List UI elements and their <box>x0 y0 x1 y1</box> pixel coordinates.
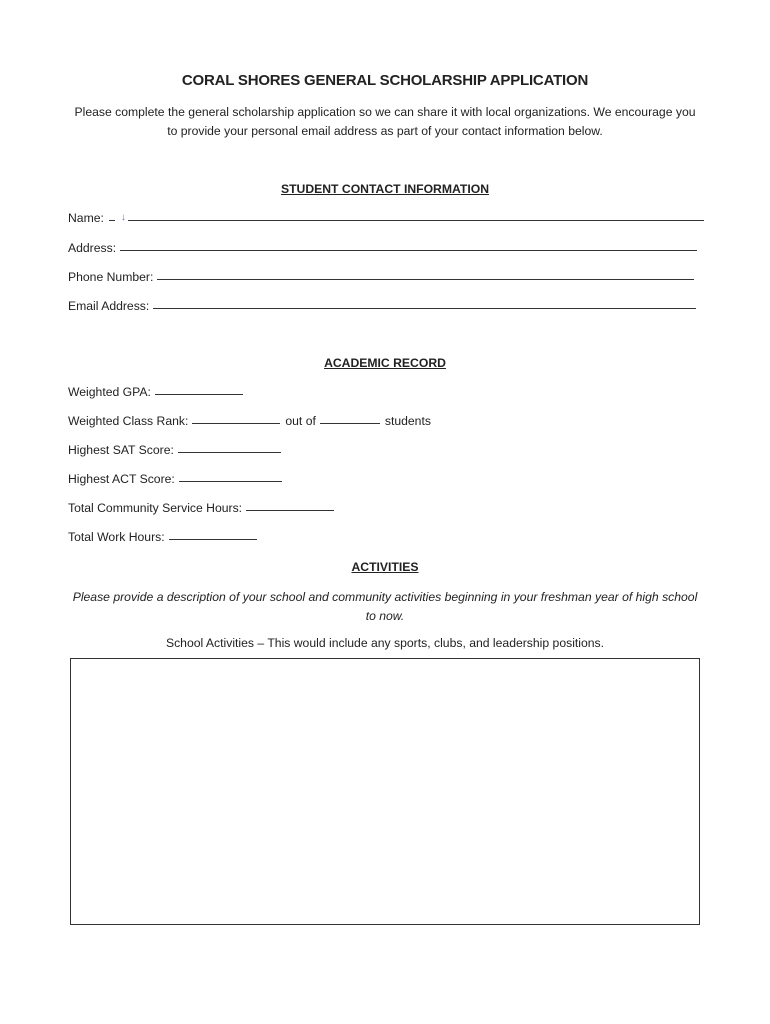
class-rank-field-row <box>68 414 431 428</box>
class-size-input-line[interactable] <box>320 422 380 424</box>
intro-paragraph: Please complete the general scholarship application so we can share it with local organizations. We encourage you to provide your personal email address as part of your contact information below. <box>74 105 696 138</box>
text-cursor-icon: ↓ <box>120 212 126 223</box>
service-hours-input-line[interactable] <box>246 509 334 511</box>
gpa-label: Weighted GPA: <box>68 385 151 399</box>
sat-input-line[interactable] <box>178 451 281 453</box>
email-field-row <box>68 299 698 313</box>
name-input-line[interactable] <box>128 219 704 221</box>
address-field-row <box>68 241 699 255</box>
work-hours-field-row <box>68 530 259 544</box>
sat-field-row <box>68 443 283 457</box>
gpa-input-line[interactable] <box>155 393 243 395</box>
page-title: CORAL SHORES GENERAL SCHOLARSHIP APPLICATION <box>181 72 589 89</box>
address-input-line[interactable] <box>120 249 697 251</box>
phone-label: Phone Number: <box>68 270 154 284</box>
phone-input-line[interactable] <box>157 278 694 280</box>
contact-section-heading: STUDENT CONTACT INFORMATION <box>280 182 490 196</box>
act-label: Highest ACT Score: <box>68 472 175 486</box>
act-field-row <box>68 472 284 486</box>
class-rank-input-line[interactable] <box>192 422 280 424</box>
name-field-row <box>68 211 706 225</box>
phone-field-row <box>68 270 696 284</box>
academic-section-heading: ACADEMIC RECORD <box>324 356 446 370</box>
address-label: Address: <box>68 241 117 255</box>
rank-students-text: students <box>384 414 431 428</box>
rank-out-of-text: out of <box>285 414 316 428</box>
activities-section-heading: ACTIVITIES <box>351 560 419 574</box>
activities-instructions: Please provide a description of your school and community activities beginning in your freshman year of high school to now. <box>72 590 698 623</box>
school-activities-textbox[interactable] <box>70 658 700 925</box>
gpa-field-row <box>68 385 245 399</box>
email-input-line[interactable] <box>153 307 696 309</box>
class-rank-label: Weighted Class Rank: <box>68 414 189 428</box>
sat-label: Highest SAT Score: <box>68 443 174 457</box>
service-hours-label: Total Community Service Hours: <box>68 501 243 515</box>
name-label: Name: <box>68 211 104 225</box>
school-activities-label: School Activities – This would include any sports, clubs, and leadership positions. <box>165 636 605 650</box>
service-hours-field-row <box>68 501 336 515</box>
name-blank-start <box>109 219 115 221</box>
work-hours-label: Total Work Hours: <box>68 530 165 544</box>
email-label: Email Address: <box>68 299 150 313</box>
act-input-line[interactable] <box>179 480 282 482</box>
work-hours-input-line[interactable] <box>169 538 257 540</box>
